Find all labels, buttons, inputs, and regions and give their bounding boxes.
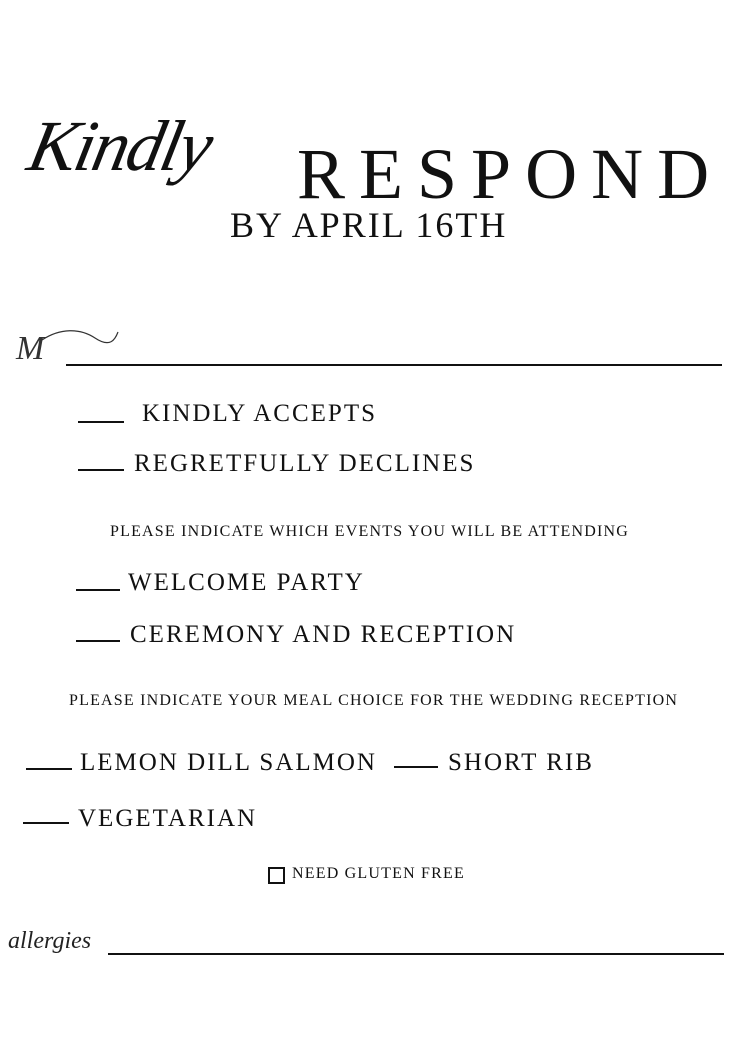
- allergies-label: allergies: [8, 928, 92, 954]
- short-rib-blank[interactable]: [394, 766, 438, 768]
- salmon-blank[interactable]: [26, 768, 72, 770]
- gluten-free-checkbox[interactable]: [268, 867, 285, 884]
- deadline-text: BY APRIL 16TH: [230, 205, 508, 245]
- accept-blank[interactable]: [78, 421, 124, 423]
- vegetarian-label: VEGETARIAN: [78, 805, 258, 832]
- salmon-label: LEMON DILL SALMON: [80, 749, 377, 776]
- accept-label: KINDLY ACCEPTS: [142, 400, 378, 427]
- events-instruction: PLEASE INDICATE WHICH EVENTS YOU WILL BE ATTENDING: [110, 523, 630, 540]
- vegetarian-blank[interactable]: [23, 822, 69, 824]
- welcome-party-blank[interactable]: [76, 589, 120, 591]
- flourish-icon: [40, 326, 120, 346]
- decline-blank[interactable]: [78, 469, 124, 471]
- ceremony-label: CEREMONY AND RECEPTION: [130, 621, 517, 648]
- welcome-party-label: WELCOME PARTY: [128, 569, 365, 596]
- name-input-line[interactable]: [66, 364, 722, 366]
- decline-label: REGRETFULLY DECLINES: [134, 450, 476, 477]
- name-prefix-monogram: M: [16, 330, 45, 367]
- meal-instruction: PLEASE INDICATE YOUR MEAL CHOICE FOR THE WEDDING RECEPTION: [69, 692, 679, 709]
- ceremony-blank[interactable]: [76, 640, 120, 642]
- gluten-free-label: NEED GLUTEN FREE: [292, 865, 465, 882]
- respond-title: RESPOND: [297, 134, 724, 214]
- short-rib-label: SHORT RIB: [448, 749, 594, 776]
- kindly-script-title: Kindly: [21, 106, 219, 186]
- allergies-input-line[interactable]: [108, 953, 724, 955]
